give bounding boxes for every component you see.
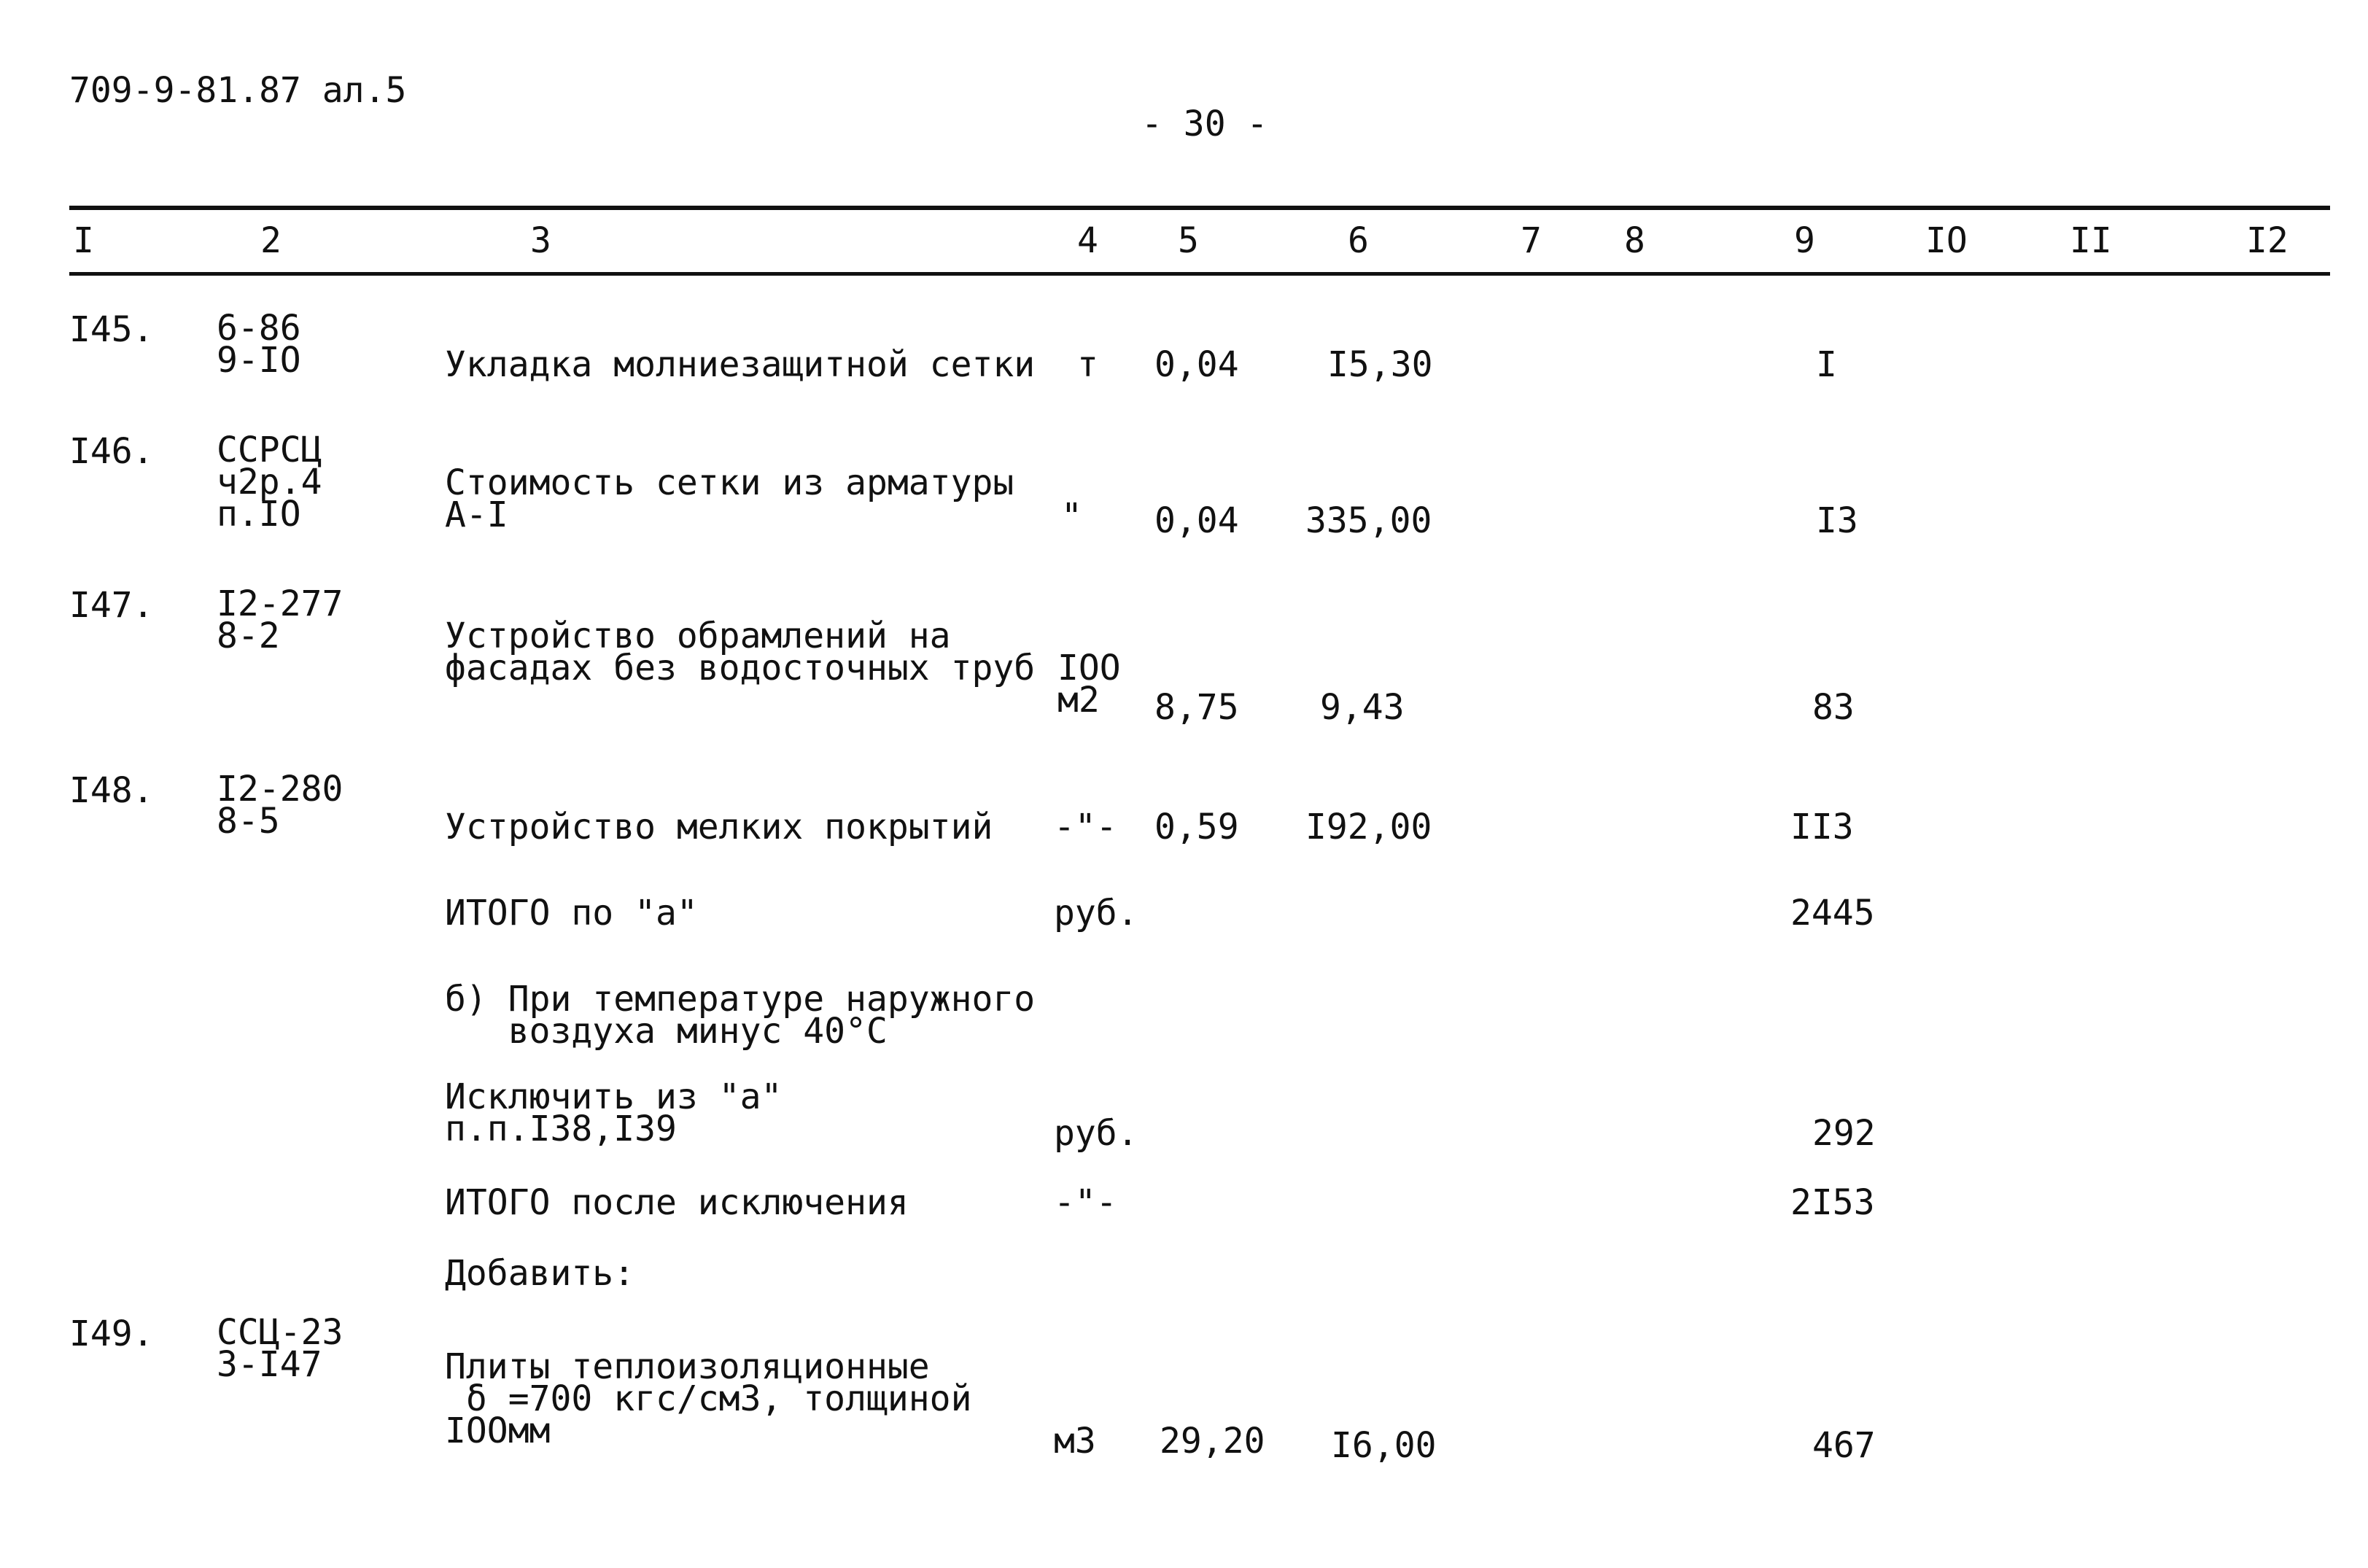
row-description: Стоимость сетки из арматуры A-I	[445, 462, 1014, 535]
row-description: Плиты теплоизоляционные δ =700 кгс/см3, толщиной IOOмм	[445, 1346, 972, 1451]
document-code: 709-9-81.87 ал.5	[69, 70, 407, 111]
column-header: I	[73, 220, 94, 261]
column-header: 6	[1348, 220, 1369, 261]
row-unit: -"-	[1054, 807, 1117, 847]
row-unit: т	[1077, 344, 1098, 385]
summary-total: 2445	[1790, 893, 1875, 934]
row-total: II3	[1790, 807, 1854, 847]
add-heading: Добавить:	[445, 1253, 635, 1294]
column-header: 2	[260, 220, 282, 261]
column-header: IO	[1925, 220, 1968, 261]
row-quantity: 0,59	[1154, 807, 1239, 847]
row-number: I49.	[69, 1313, 154, 1354]
summary-unit: руб.	[1054, 893, 1138, 934]
column-header: 7	[1521, 220, 1542, 261]
summary-total: 2I53	[1790, 1182, 1875, 1223]
row-total: I	[1816, 344, 1837, 385]
column-header: I2	[2246, 220, 2289, 261]
row-number: I45.	[69, 309, 154, 350]
row-code: ССЦ-23 3-I47	[217, 1312, 343, 1385]
summary-unit: руб.	[1054, 1113, 1138, 1154]
table-top-rule	[69, 206, 2330, 210]
row-code: I2-280 8-5	[217, 769, 343, 842]
summary-label: ИТОГО по "а"	[445, 893, 698, 934]
summary-unit: -"-	[1054, 1182, 1117, 1223]
column-header: 8	[1624, 220, 1645, 261]
column-header: 5	[1178, 220, 1199, 261]
table-header-rule	[69, 272, 2330, 276]
column-header: 4	[1077, 220, 1098, 261]
row-quantity: 0,04	[1154, 500, 1239, 541]
row-price: 335,00	[1305, 500, 1432, 541]
row-unit: м3	[1054, 1421, 1096, 1462]
row-quantity: 0,04	[1154, 344, 1239, 385]
column-header: II	[2070, 220, 2112, 261]
row-total: 83	[1812, 687, 1855, 728]
page-number: - 30 -	[1141, 104, 1268, 144]
row-code: 6-86 9-IO	[217, 308, 301, 381]
row-code: ССРСЦ ч2р.4 п.IO	[217, 430, 322, 535]
row-unit: "	[1061, 496, 1082, 537]
row-total: 467	[1812, 1425, 1876, 1466]
row-quantity: 8,75	[1154, 687, 1239, 728]
row-quantity: 29,20	[1160, 1421, 1265, 1462]
row-unit: IOO м2	[1057, 648, 1121, 721]
row-price: 9,43	[1320, 687, 1405, 728]
summary-total: 292	[1812, 1113, 1876, 1154]
row-price: I6,00	[1331, 1425, 1437, 1466]
row-description: Устройство мелких покрытий	[445, 807, 993, 847]
column-header: 3	[530, 220, 551, 261]
summary-label: Исключить из "а" п.п.I38,I39	[445, 1076, 783, 1149]
row-price: I5,30	[1327, 344, 1433, 385]
row-price: I92,00	[1305, 807, 1432, 847]
summary-label: ИТОГО после исключения	[445, 1182, 909, 1223]
section-note-text: б) При температуре наружного воздуха минус 40°С	[445, 979, 1036, 1052]
row-number: I48.	[69, 770, 154, 811]
row-code: I2-277 8-2	[217, 583, 343, 656]
row-number: I46.	[69, 431, 154, 472]
column-header: 9	[1794, 220, 1815, 261]
row-description: Укладка молниезащитной сетки	[445, 344, 1036, 385]
row-number: I47.	[69, 585, 154, 626]
row-description: Устройство обрамлений на фасадах без водосточных труб	[445, 616, 1036, 688]
row-total: I3	[1816, 500, 1858, 541]
